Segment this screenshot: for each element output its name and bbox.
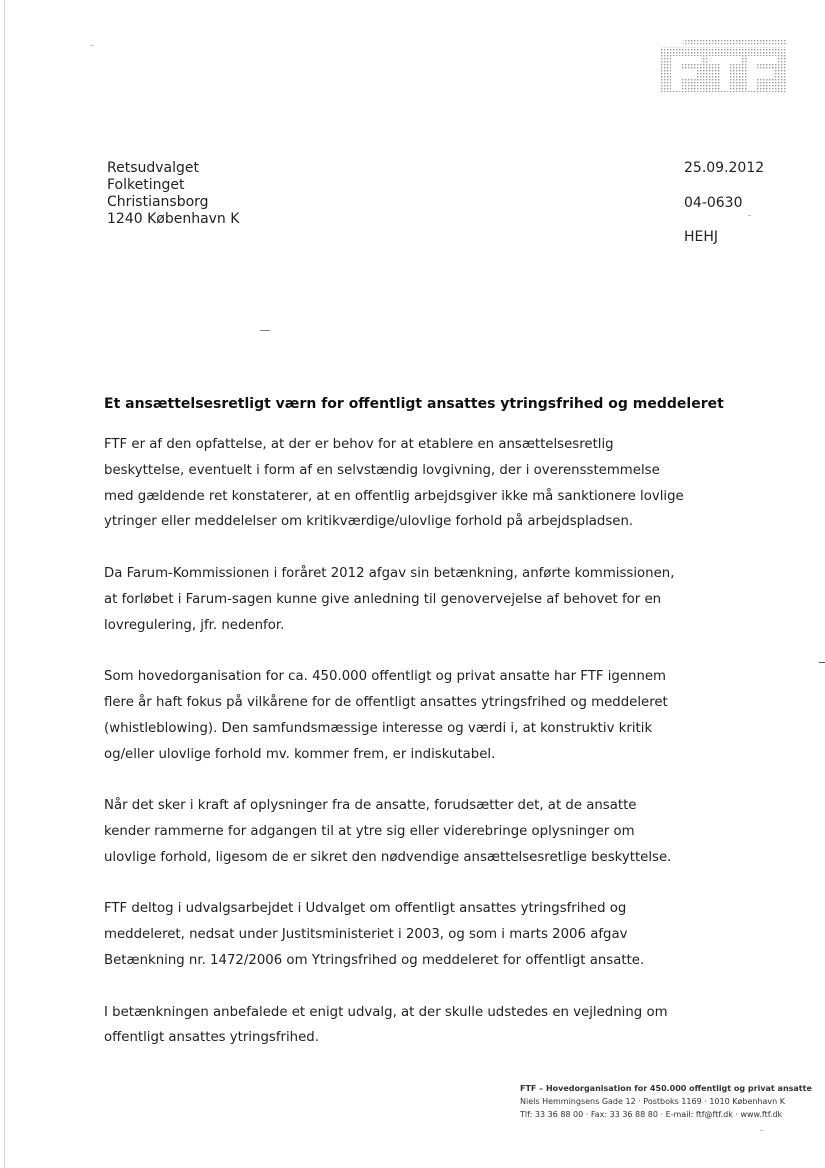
ftf-logo-icon bbox=[661, 40, 787, 92]
scan-speck bbox=[760, 1130, 763, 1131]
letter-heading: Et ansættelsesretligt værn for offentligt ansattes ytringsfrihed og meddeleret bbox=[104, 396, 724, 412]
letter-footer bbox=[520, 1082, 812, 1121]
recipient-address bbox=[107, 160, 239, 228]
body-paragraph-2: Da Farum-Kommissionen i foråret 2012 afgav sin betænkning, anførte kommissionen, at forløbet i Farum-sagen kunne give anledning til genovervejelse af behovet for en lovregulering, jfr. nedenfor. bbox=[104, 565, 675, 633]
reference-number: 04-0630 bbox=[684, 195, 743, 211]
scan-dash-mark bbox=[260, 330, 270, 331]
recipient-line-1: Retsudvalget bbox=[107, 160, 199, 176]
footer-organisation: FTF – Hovedorganisation for 450.000 offentligt og privat ansatte bbox=[520, 1084, 812, 1093]
author-initials: HEHJ bbox=[684, 229, 719, 245]
body-paragraph-5: FTF deltog i udvalgsarbejdet i Udvalget om offentligt ansattes ytringsfrihed og meddeleret, nedsat under Justitsministeriet i 2003, og som i marts 2006 afgav Betænkning nr. 1472/2006 om Ytringsfrihed og meddeleret for offentligt ansatte. bbox=[104, 901, 645, 968]
recipient-line-2: Folketinget bbox=[107, 177, 185, 193]
letter-date: 25.09.2012 bbox=[684, 160, 765, 176]
body-paragraph-6: I betænkningen anbefalede et enigt udvalg, at der skulle udstedes en vejledning om offentligt ansattes ytringsfrihed. bbox=[104, 1004, 668, 1046]
body-paragraph-1: FTF er af den opfattelse, at der er behov for at etablere en ansættelsesretlig beskyttelse, eventuelt i form af en selvstændig lovgivning, der i overensstemmelse med gældende ret konstaterer, at en offentlig arbejdsgiver ikke må sanktionere lovlige ytringer eller meddelelser om kritikværdige/ulovlige forhold på arbejdspladsen. bbox=[104, 437, 684, 530]
scan-speck bbox=[748, 215, 751, 216]
footer-contact: Tlf: 33 36 88 00 · Fax: 33 36 88 80 · E-mail: ftf@ftf.dk · www.ftf.dk bbox=[520, 1110, 783, 1119]
scan-speck bbox=[90, 45, 93, 46]
margin-tick-mark bbox=[819, 662, 825, 663]
scan-edge-line bbox=[4, 0, 5, 1168]
recipient-line-3: Christiansborg bbox=[107, 194, 209, 210]
letter-body bbox=[104, 432, 684, 1077]
recipient-line-4: 1240 København K bbox=[107, 211, 240, 227]
body-paragraph-3: Som hovedorganisation for ca. 450.000 offentligt og privat ansatte har FTF igennem flere år haft fokus på vilkårene for de offentligt ansattes ytringsfrihed og meddeleret (whistleblowing). Den samfundsmæssige interesse og værdi i, at konstruktiv kritik og/eller ulovlige forhold mv. kommer frem, er indiskutabel. bbox=[104, 669, 668, 762]
footer-address: Niels Hemmingsens Gade 12 · Postboks 1169 · 1010 København K bbox=[520, 1097, 786, 1106]
body-paragraph-4: Når det sker i kraft af oplysninger fra de ansatte, forudsætter det, at de ansatte kender rammerne for adgangen til at ytre sig eller viderebringe oplysninger om ulovlige forhold, ligesom de er sikret den nødvendige ansættelsesretlige beskyttelse. bbox=[104, 798, 672, 865]
